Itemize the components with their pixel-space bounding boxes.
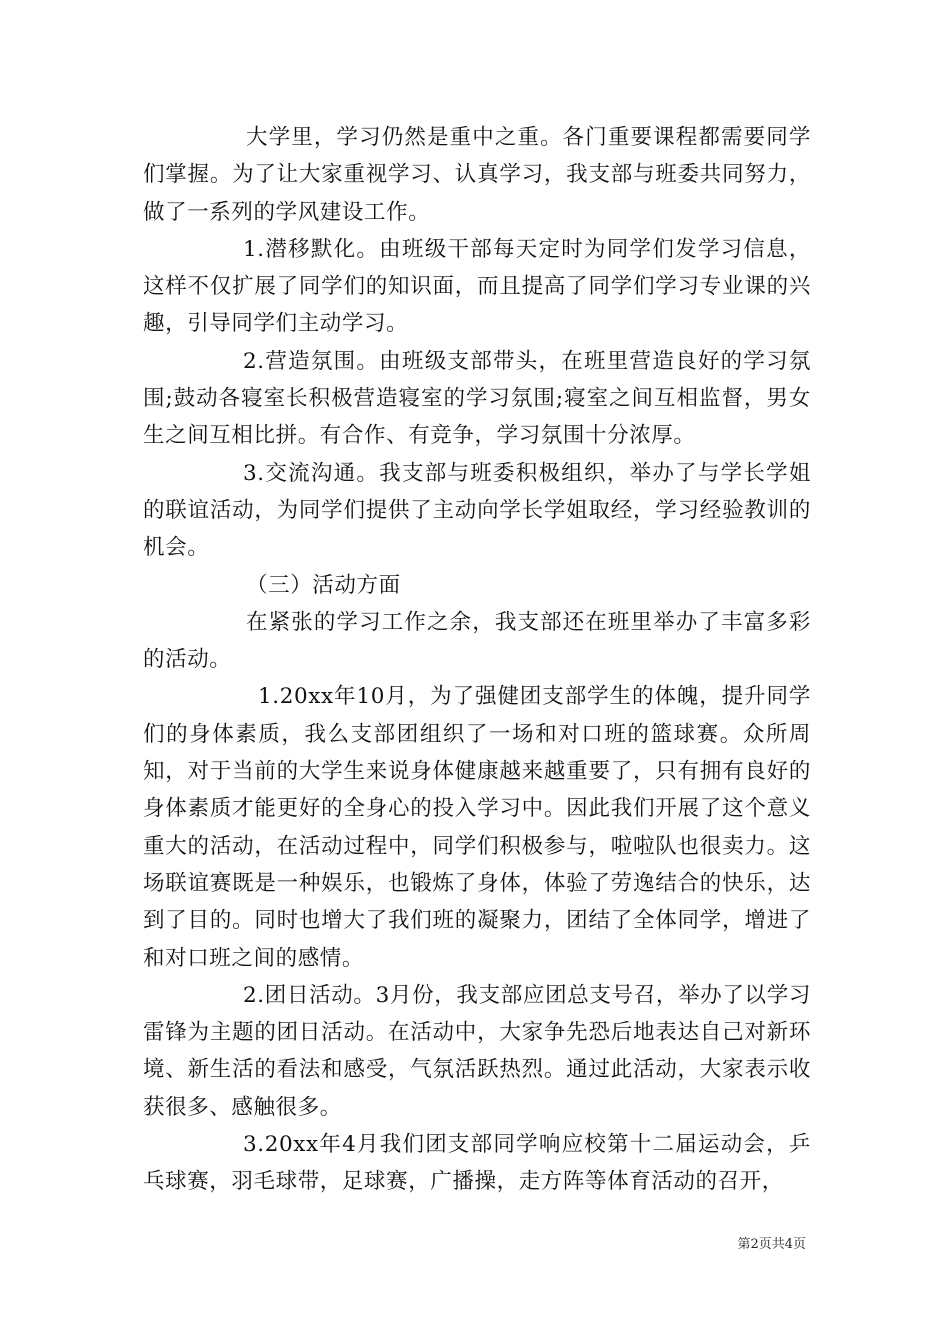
paragraph-activity-item-1: 1.20xx年10月，为了强健团支部学生的体魄，提升同学们的身体素质，我么支部团组织了一场和对口班的篮球赛。众所周知，对于当前的大学生来说身体健康越来越重要了，只有拥有良好的身体素质才能更好的全身心的投入学习中。因此我们开展了这个意义重大的活动，在活动过程中，同学们积极参与，啦啦队也很卖力。这场联谊赛既是一种娱乐，也锻炼了身体，体验了劳逸结合的快乐，达到了目的。同时也增大了我们班的凝聚力，团结了全体同学，增进了和对口班之间的感情。 — [143, 684, 811, 971]
document-body — [143, 119, 811, 1201]
paragraph-study-item-1: 1.潜移默化。由班级干部每天定时为同学们发学习信息，这样不仅扩展了同学们的知识面，而且提高了同学们学习专业课的兴趣，引导同学们主动学习。 — [143, 236, 811, 337]
paragraph-activity-item-3: 3.20xx年4月我们团支部同学响应校第十二届运动会，乒乓球赛，羽毛球带，足球赛，广播操，走方阵等体育活动的召开， — [143, 1132, 811, 1195]
paragraph-study-intro: 大学里，学习仍然是重中之重。各门重要课程都需要同学们掌握。为了让大家重视学习、认真学习，我支部与班委共同努力，做了一系列的学风建设工作。 — [143, 125, 811, 225]
page-number-footer: 第2页共4页 — [737, 1237, 806, 1252]
paragraph-study-item-2: 2.营造氛围。由班级支部带头，在班里营造良好的学习氛围;鼓动各寝室长积极营造寝室的学习氛围;寝室之间互相监督，男女生之间互相比拼。有合作、有竞争，学习氛围十分浓厚。 — [143, 348, 811, 449]
paragraph-activity-item-2: 2.团日活动。3月份，我支部应团总支号召，举办了以学习雷锋为主题的团日活动。在活动中，大家争先恐后地表达自己对新环境、新生活的看法和感受，气氛活跃热烈。通过此活动，大家表示收获很多、感触很多。 — [143, 982, 811, 1120]
paragraph-study-item-3: 3.交流沟通。我支部与班委积极组织，举办了与学长学姐的联谊活动，为同学们提供了主动向学长学姐取经，学习经验教训的机会。 — [143, 460, 811, 561]
paragraph-activities-intro: 在紧张的学习工作之余，我支部还在班里举办了丰富多彩的活动。 — [143, 609, 811, 673]
section-heading-activities: （三）活动方面 — [246, 572, 401, 598]
